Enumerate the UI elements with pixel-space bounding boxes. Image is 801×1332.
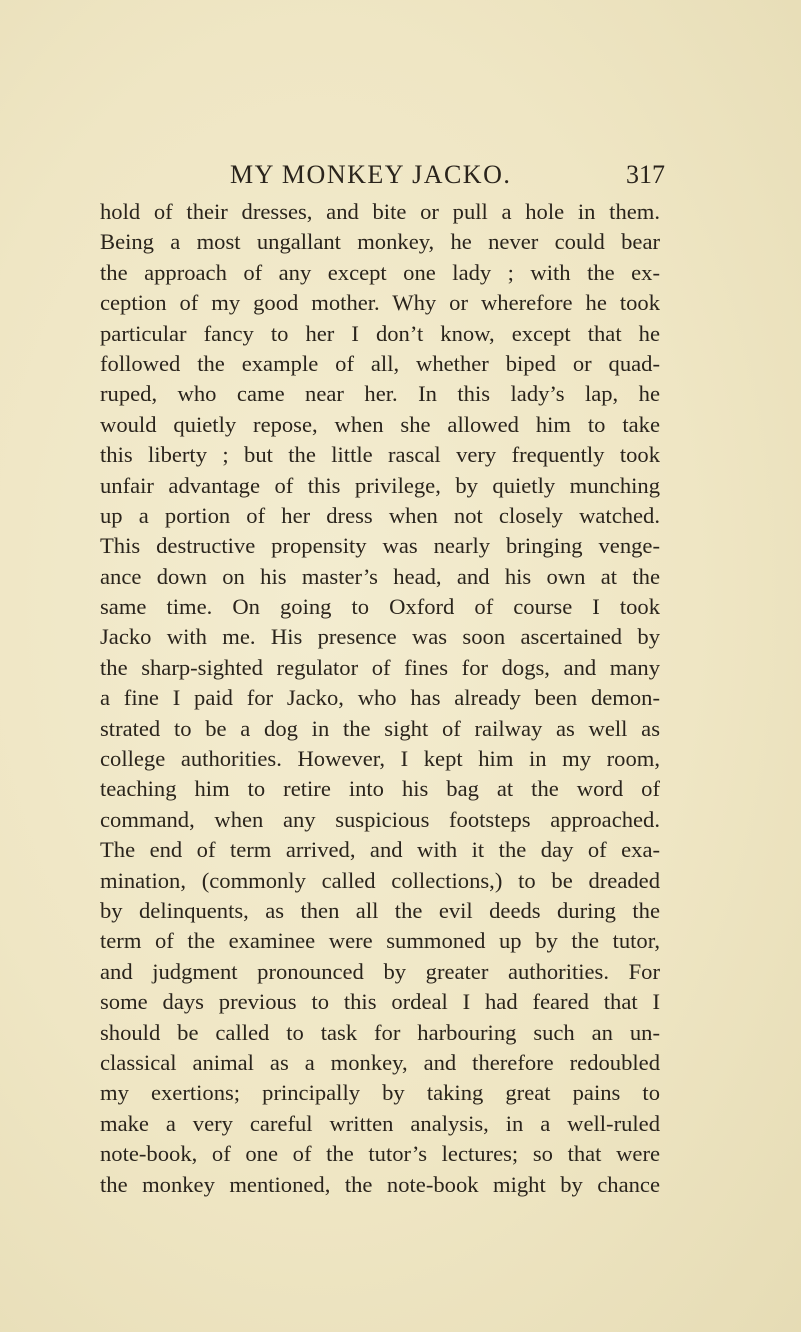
text-line: a fine I paid for Jacko, who has already been demon- [100,685,660,711]
text-line: some days previous to this ordeal I had feared that I [100,989,660,1015]
text-line: followed the example of all, whether biped or quad- [100,350,660,376]
text-line: make a very careful written analysis, in a well-ruled [100,1110,660,1136]
text-line: unfair advantage of this privilege, by quietly munching [100,472,660,498]
text-line: hold of their dresses, and bite or pull a hole in them. [100,199,660,224]
text-line: command, when any suspicious footsteps approached. [100,806,660,832]
text-line: by delinquents, as then all the evil deeds during the [100,897,660,923]
text-line: ance down on his master’s head, and his own at the [100,563,660,589]
text-line: and judgment pronounced by greater authorities. For [100,958,660,984]
text-line: up a portion of her dress when not closely watched. [100,502,660,528]
text-line: my exertions; principally by taking great pains to [100,1080,660,1106]
text-line: the sharp-sighted regulator of fines for dogs, and many [100,654,660,680]
text-line: this liberty ; but the little rascal very frequently took [100,442,660,468]
text-line: This destructive propensity was nearly bringing venge- [100,533,660,559]
text-line: strated to be a dog in the sight of railway as well as [100,715,660,741]
text-line: Being a most ungallant monkey, he never could bear [100,229,660,255]
text-line: the monkey mentioned, the note-book might by chance [100,1171,660,1197]
text-line: term of the examinee were summoned up by the tutor, [100,928,660,954]
body-text [100,197,660,1200]
text-line: classical animal as a monkey, and therefore redoubled [100,1049,660,1075]
text-line: college authorities. However, I kept him in my room, [100,746,660,772]
text-line: teaching him to retire into his bag at the word of [100,776,660,802]
text-line: ception of my good mother. Why or wherefore he took [100,290,660,316]
text-line: particular fancy to her I don’t know, except that he [100,320,660,346]
text-line: the approach of any except one lady ; with the ex- [100,259,660,285]
text-line: ruped, who came near her. In this lady’s lap, he [100,381,660,407]
text-line: should be called to task for harbouring such an un- [100,1019,660,1045]
text-line: same time. On going to Oxford of course I took [100,594,660,620]
page-header [100,160,665,194]
text-line: Jacko with me. His presence was soon ascertained by [100,624,660,650]
text-line: The end of term arrived, and with it the day of exa- [100,837,660,863]
text-line: note-book, of one of the tutor’s lectures; so that were [100,1141,660,1167]
text-line: would quietly repose, when she allowed him to take [100,411,660,437]
text-line: mination, (commonly called collections,) to be dreaded [100,867,660,893]
page-number: 317 [626,160,665,189]
running-head: MY MONKEY JACKO. [230,160,512,189]
